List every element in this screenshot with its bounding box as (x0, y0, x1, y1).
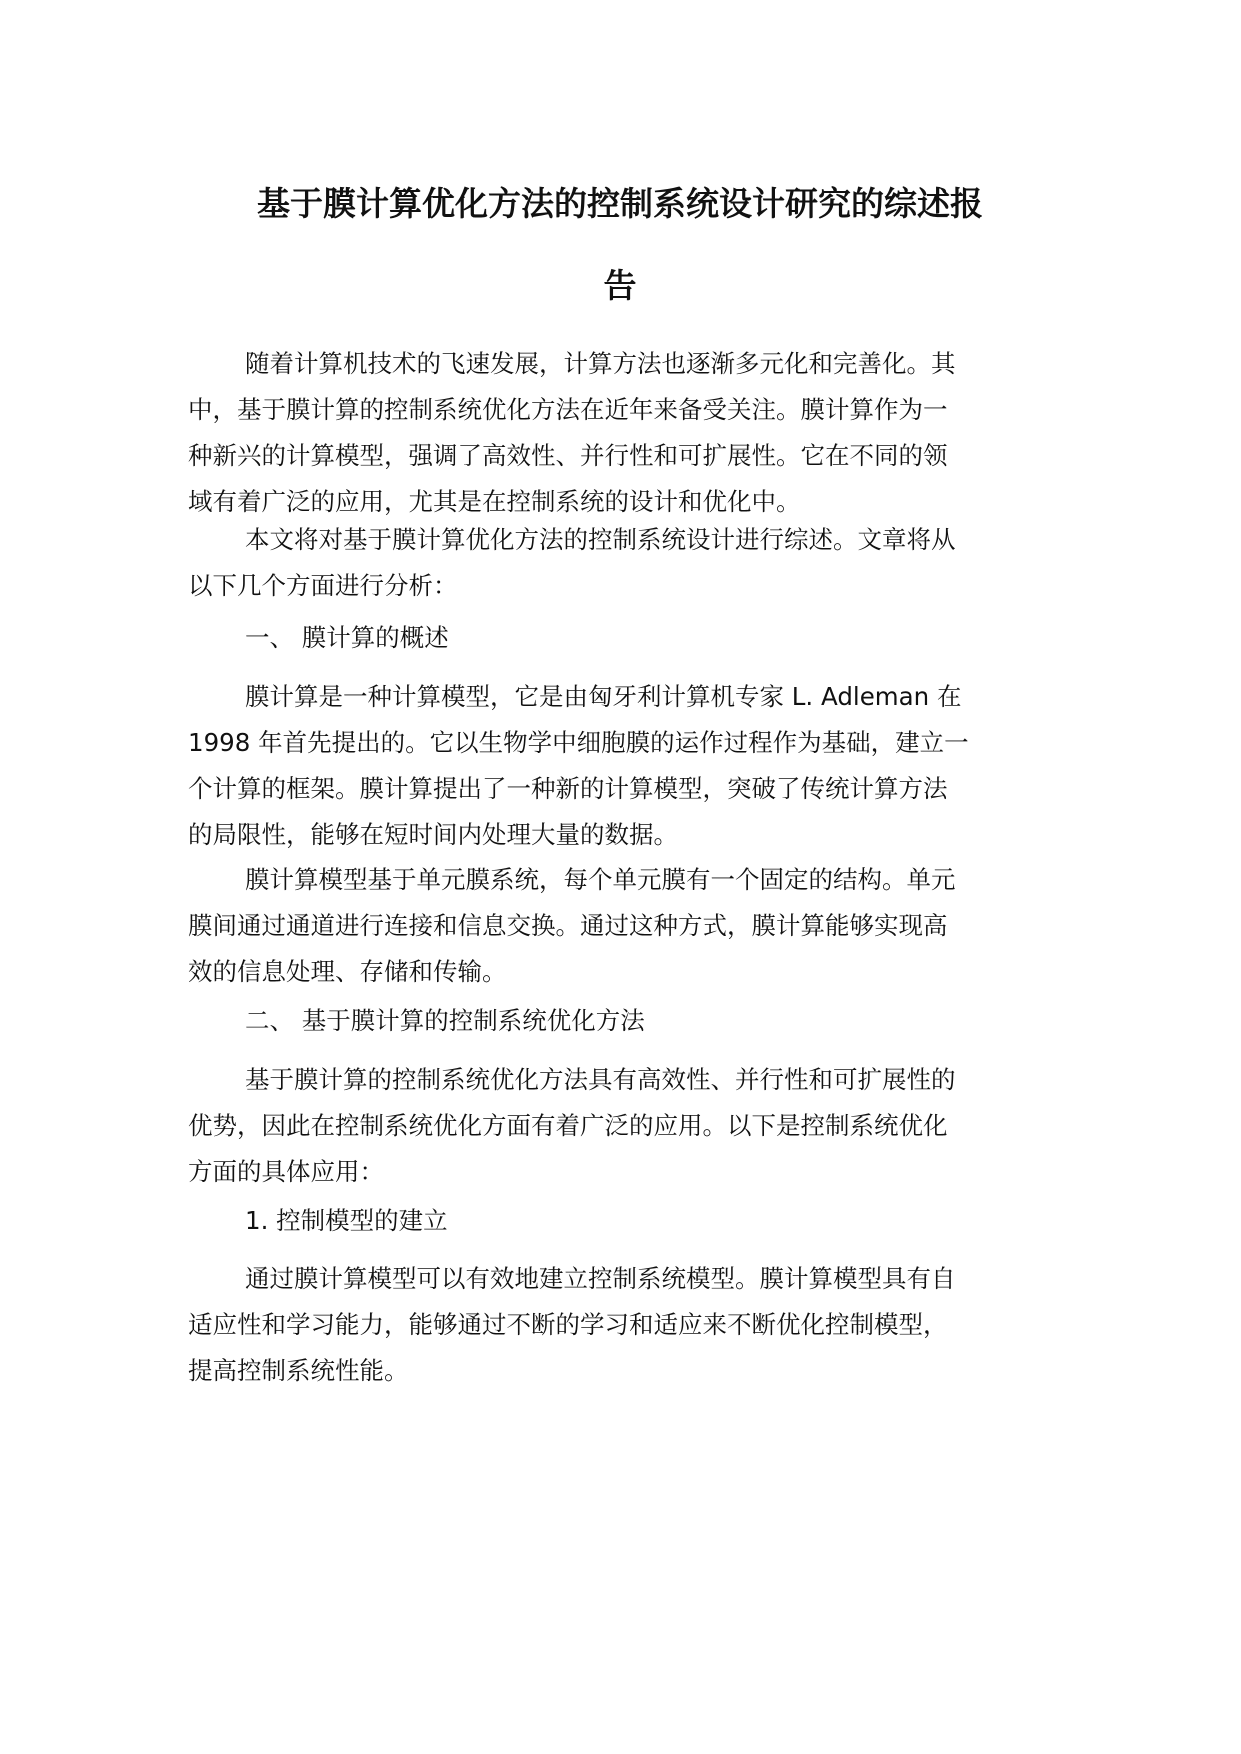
paragraph-line: 膜间通过通道进行连接和信息交换。通过这种方式，膜计算能够实现高 (188, 911, 948, 940)
paragraph-line: 通过膜计算模型可以有效地建立控制系统模型。膜计算模型具有自 (245, 1264, 956, 1293)
paragraph-line: 种新兴的计算模型，强调了高效性、并行性和可扩展性。它在不同的领 (188, 441, 948, 470)
paragraph-line: 适应性和学习能力，能够通过不断的学习和适应来不断优化控制模型， (188, 1310, 948, 1339)
paragraph-line: 膜计算模型基于单元膜系统，每个单元膜有一个固定的结构。单元 (245, 865, 956, 894)
paragraph-line: 的局限性，能够在短时间内处理大量的数据。 (188, 820, 678, 849)
document-title-line-2: 告 (603, 266, 637, 305)
paragraph-line: 提高控制系统性能。 (188, 1356, 409, 1385)
paragraph-line: 域有着广泛的应用，尤其是在控制系统的设计和优化中。 (188, 487, 801, 516)
paragraph-line: 随着计算机技术的飞速发展，计算方法也逐渐多元化和完善化。其 (245, 349, 956, 378)
paragraph-line: 方面的具体应用： (188, 1157, 384, 1186)
paragraph-line: 膜计算是一种计算模型，它是由匈牙利计算机专家 L. Adleman 在 (245, 682, 962, 711)
paragraph-line: 优势，因此在控制系统优化方面有着广泛的应用。以下是控制系统优化 (188, 1111, 948, 1140)
section-heading-1: 一、 膜计算的概述 (245, 623, 449, 652)
paragraph-line: 中，基于膜计算的控制系统优化方法在近年来备受关注。膜计算作为一 (188, 395, 948, 424)
paragraph-intro (188, 341, 1054, 525)
paragraph-membrane-overview (188, 674, 1054, 858)
paragraph-unit-membrane (188, 857, 1054, 995)
section-heading-2: 二、 基于膜计算的控制系统优化方法 (245, 1006, 645, 1035)
paragraph-line: 以下几个方面进行分析： (188, 571, 458, 600)
document-title-line-1: 基于膜计算优化方法的控制系统设计研究的综述报 (257, 184, 983, 223)
paragraph-outline (188, 517, 1054, 609)
paragraph-line: 个计算的框架。膜计算提出了一种新的计算模型，突破了传统计算方法 (188, 774, 948, 803)
paragraph-control-model (188, 1256, 1054, 1394)
paragraph-line: 基于膜计算的控制系统优化方法具有高效性、并行性和可扩展性的 (245, 1065, 956, 1094)
paragraph-line: 本文将对基于膜计算优化方法的控制系统设计进行综述。文章将从 (245, 525, 956, 554)
paragraph-line: 1998 年首先提出的。它以生物学中细胞膜的运作过程作为基础，建立一 (188, 728, 969, 757)
subsection-heading-1: 1. 控制模型的建立 (245, 1206, 448, 1235)
paragraph-line: 效的信息处理、存储和传输。 (188, 957, 507, 986)
paragraph-optimization-method (188, 1057, 1054, 1195)
